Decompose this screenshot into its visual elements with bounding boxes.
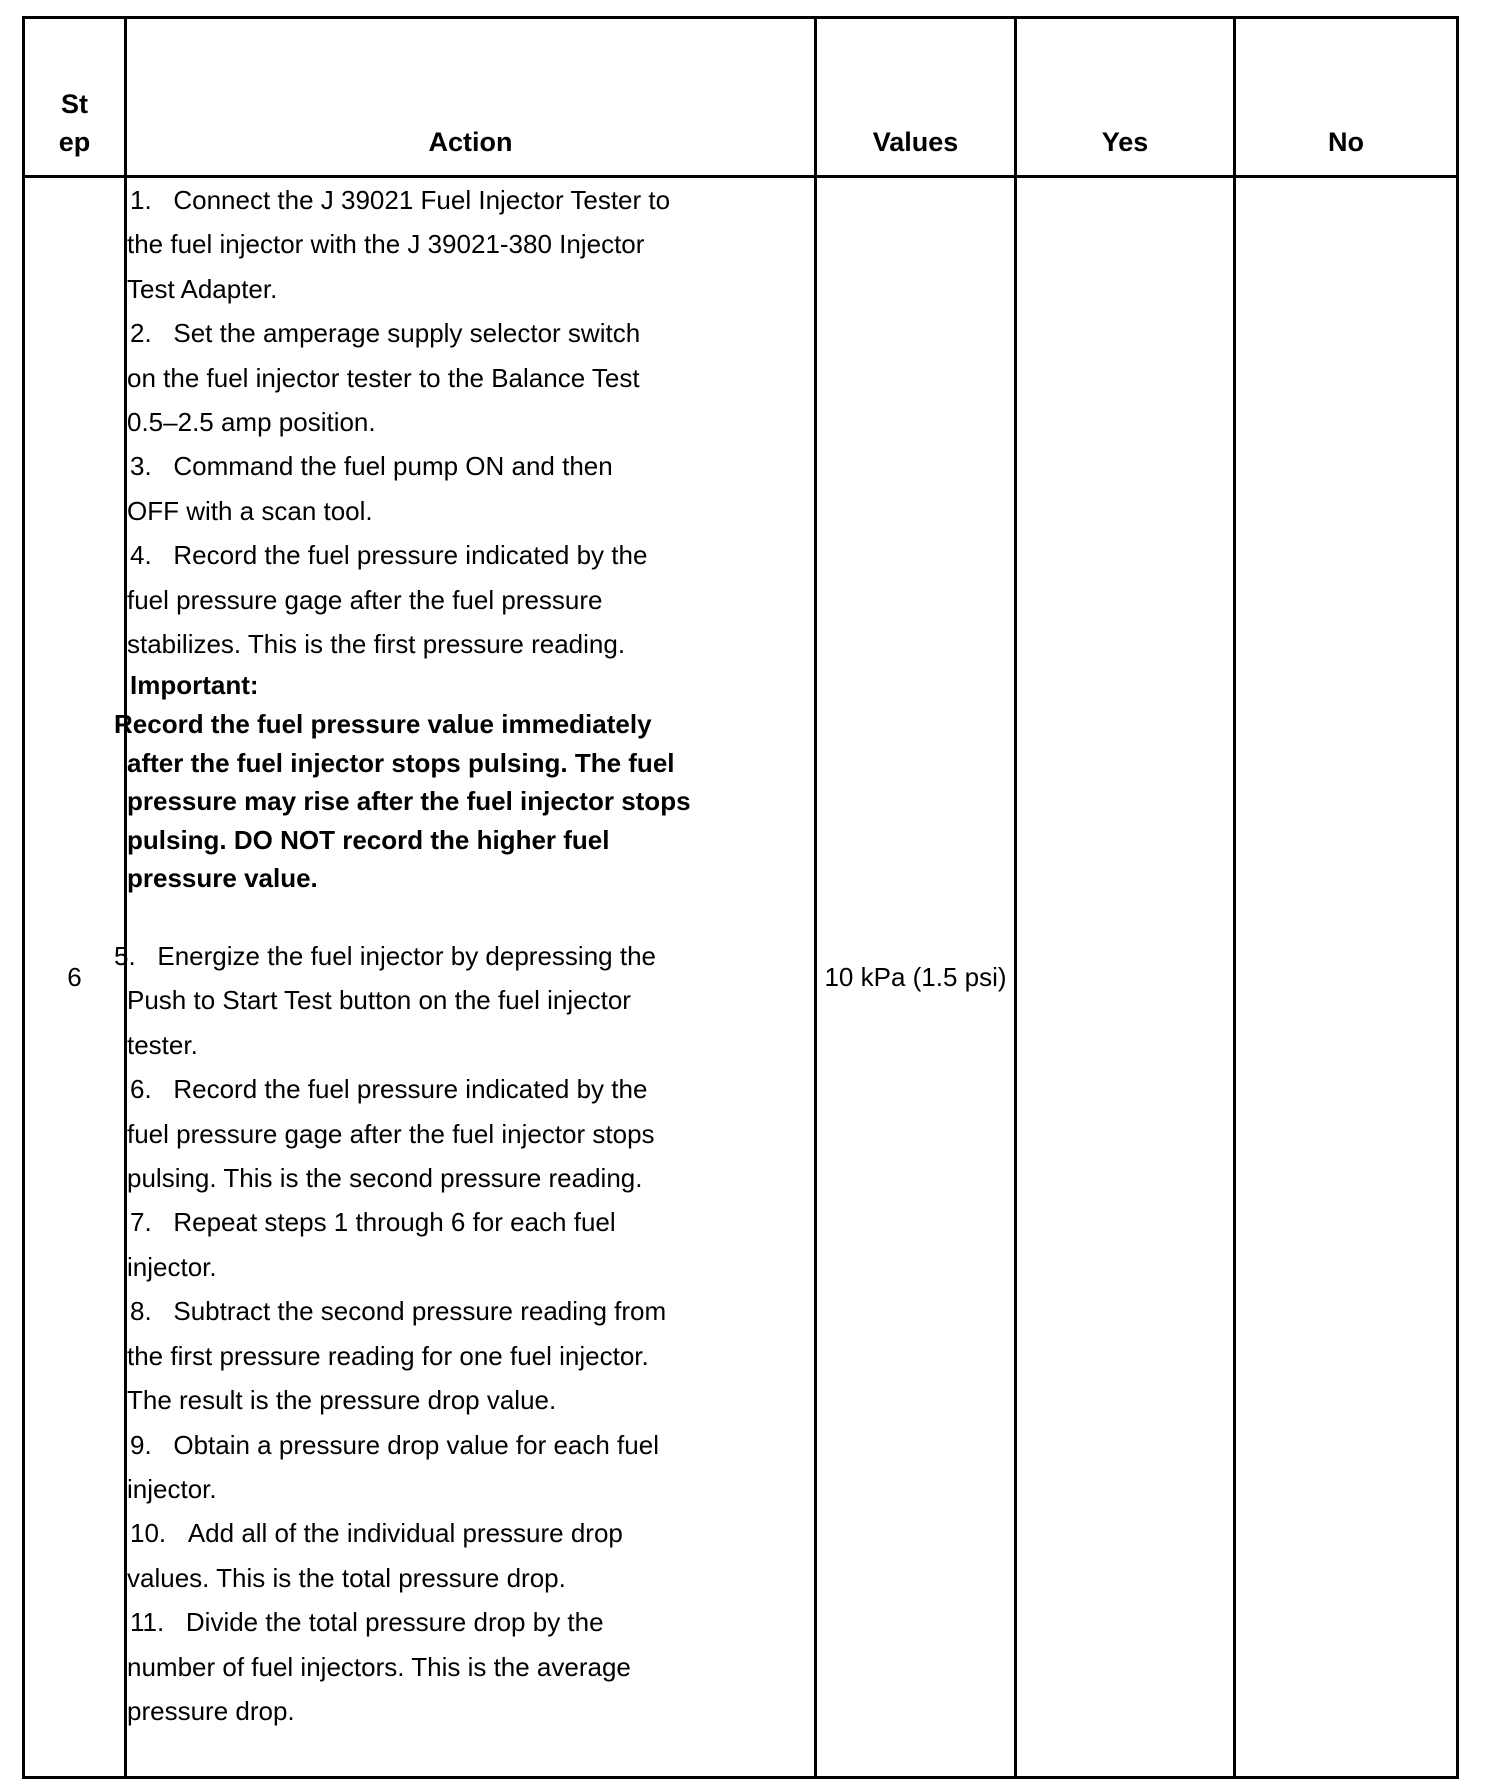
action-step-item — [127, 311, 814, 444]
action-step-first-line — [127, 444, 814, 488]
action-step-line: pulsing. This is the second pressure reading. — [127, 1163, 643, 1194]
step-item-text: Command the fuel pump ON and then — [173, 451, 613, 482]
header-action: Action — [126, 18, 816, 177]
step-item-number: 11. — [130, 1607, 186, 1638]
action-step-item — [114, 1289, 814, 1422]
action-step-item — [114, 1200, 814, 1289]
header-step-line-1: St — [61, 89, 88, 119]
step-item-number: 1. — [130, 185, 174, 215]
step-item-text: Record the fuel pressure indicated by the — [173, 540, 648, 571]
action-step-item — [114, 1600, 814, 1733]
action-step-first-line — [114, 1067, 814, 1111]
action-step-item — [114, 1423, 814, 1512]
step-item-number: 7. — [130, 1207, 174, 1238]
step-item-text: Subtract the second pressure reading from — [173, 1296, 667, 1327]
step-item-number: 8. — [130, 1296, 174, 1327]
step-item-number: 5. — [114, 941, 158, 972]
action-step-line: The result is the pressure drop value. — [127, 1385, 557, 1416]
action-step-line: injector. — [127, 1473, 217, 1504]
action-cell — [114, 177, 816, 1778]
action-step-line: the first pressure reading for one fuel injector. — [127, 1340, 649, 1371]
action-step-first-line — [127, 533, 814, 577]
action-step-first-line — [114, 1600, 814, 1644]
header-step — [24, 18, 126, 177]
action-step-line: Test Adapter. — [127, 273, 278, 304]
action-step-item — [127, 178, 814, 311]
header-values: Values — [816, 18, 1016, 177]
step-item-number: 4. — [130, 540, 174, 571]
action-step-line: on the fuel injector tester to the Balance Test — [127, 362, 640, 393]
action-step-first-line — [127, 178, 814, 222]
action-step-item — [127, 444, 814, 533]
action-step-first-line — [114, 934, 814, 978]
action-steps-continued — [114, 934, 814, 1733]
step-item-text: Energize the fuel injector by depressing the — [157, 941, 656, 972]
step-item-text: Set the amperage supply selector switch — [173, 318, 641, 349]
action-step-first-line — [127, 311, 814, 355]
important-text — [114, 705, 814, 898]
header-yes: Yes — [1016, 18, 1235, 177]
important-line: pulsing. DO NOT record the higher fuel — [127, 824, 610, 855]
header-step-line-2: ep — [58, 127, 91, 157]
action-step-line: tester. — [127, 1029, 198, 1060]
important-line: pressure may rise after the fuel injector stops — [127, 786, 691, 817]
action-step-line: the fuel injector with the J 39021-380 Injector — [127, 229, 645, 260]
action-step-first-line — [114, 1200, 814, 1244]
important-line: after the fuel injector stops pulsing. The fuel — [127, 747, 675, 778]
action-step-line: fuel pressure gage after the fuel injector stops — [127, 1118, 655, 1149]
step-item-text: Connect the J 39021 Fuel Injector Tester to — [173, 185, 671, 215]
action-step-line: Push to Start Test button on the fuel injector — [127, 985, 631, 1016]
action-step-first-line — [114, 1423, 814, 1467]
step-item-text: Add all of the individual pressure drop — [187, 1518, 623, 1549]
action-step-item — [114, 1067, 814, 1200]
action-step-line: stabilizes. This is the first pressure reading. — [127, 629, 626, 660]
important-note — [114, 666, 814, 898]
action-step-line: pressure drop. — [127, 1695, 295, 1726]
action-step-line: 0.5–2.5 amp position. — [127, 407, 376, 438]
step-item-text: Record the fuel pressure indicated by the — [173, 1074, 648, 1105]
step-item-number: 6. — [130, 1074, 174, 1105]
action-step-line: number of fuel injectors. This is the average — [127, 1651, 631, 1682]
header-row — [24, 18, 1458, 177]
action-step-first-line — [114, 1511, 814, 1555]
header-no: No — [1235, 18, 1458, 177]
action-step-line: values. This is the total pressure drop. — [127, 1562, 566, 1593]
important-line: pressure value. — [127, 863, 318, 894]
step-item-number: 2. — [130, 318, 174, 349]
no-cell — [1235, 177, 1458, 1778]
step-item-text: Repeat steps 1 through 6 for each fuel — [173, 1207, 616, 1238]
values-cell: 10 kPa (1.5 psi) — [816, 177, 1016, 1778]
action-step-first-line — [114, 1289, 814, 1333]
yes-cell — [1016, 177, 1235, 1778]
procedure-table — [22, 16, 1459, 1779]
step-number: 6 — [24, 177, 126, 1778]
action-step-item — [114, 1511, 814, 1600]
step-item-text: Divide the total pressure drop by the — [185, 1607, 604, 1638]
action-step-line: fuel pressure gage after the fuel pressure — [127, 584, 603, 615]
action-steps — [127, 178, 814, 666]
step-item-number: 10. — [130, 1518, 188, 1549]
step-item-number: 3. — [130, 451, 174, 482]
action-step-line: OFF with a scan tool. — [127, 495, 373, 526]
action-step-item — [114, 934, 814, 1067]
step-item-text: Obtain a pressure drop value for each fuel — [173, 1429, 659, 1460]
action-step-line: injector. — [127, 1251, 217, 1282]
table-row — [24, 177, 1458, 1778]
step-item-number: 9. — [130, 1429, 174, 1460]
important-label: Important: — [130, 670, 259, 701]
action-step-item — [127, 533, 814, 666]
important-line: Record the fuel pressure value immediately — [114, 709, 652, 740]
